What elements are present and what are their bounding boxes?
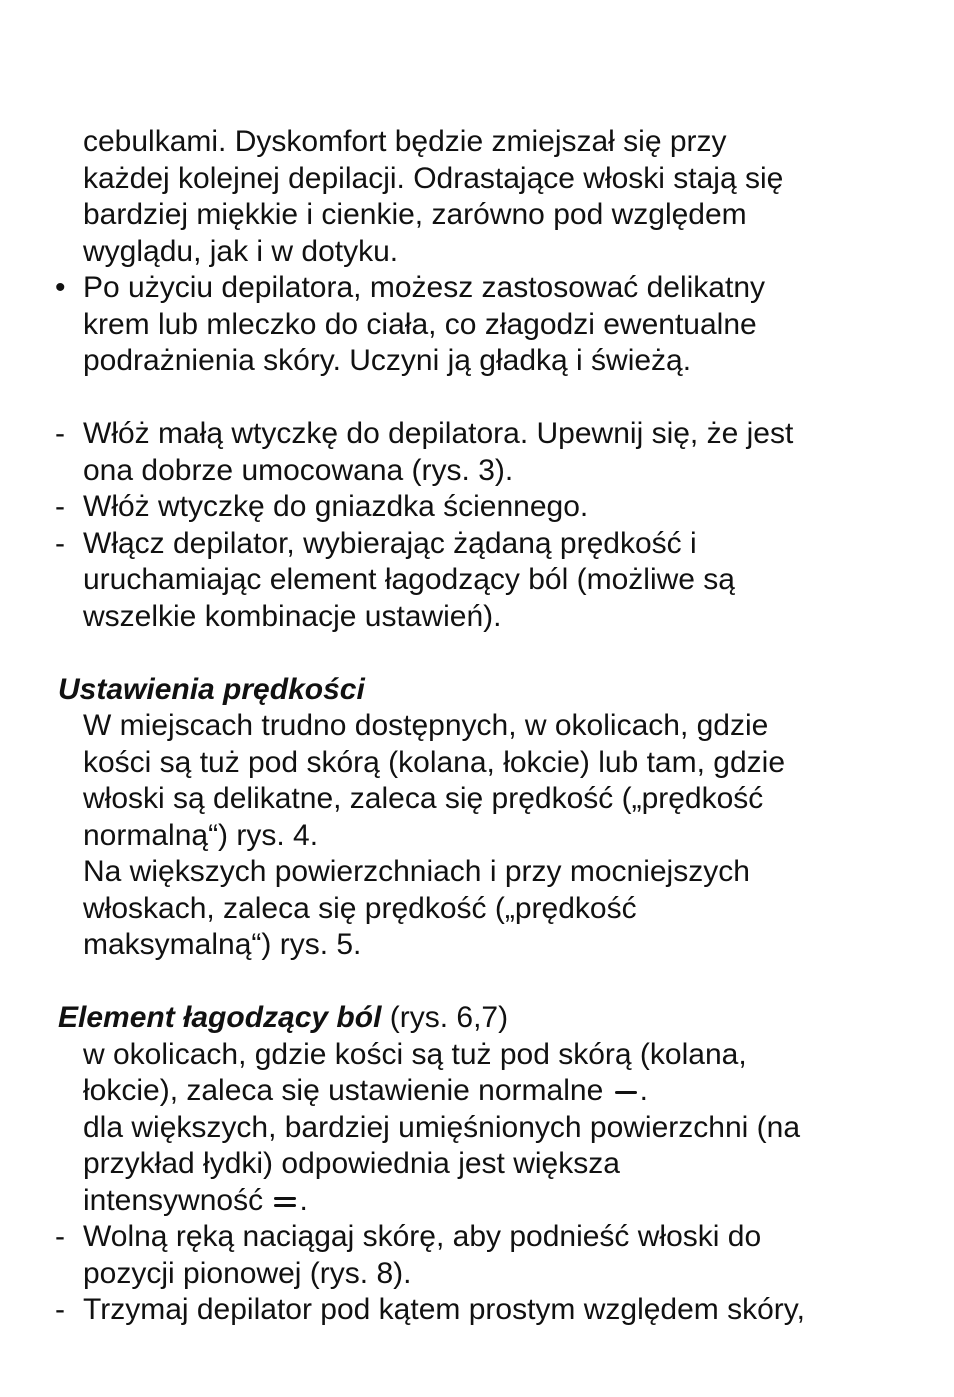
text-line: wszelkie kombinacje ustawień). bbox=[83, 599, 502, 633]
setting-intense-icon bbox=[271, 1192, 299, 1212]
text-line bbox=[0, 1073, 954, 1110]
step-text: Trzymaj depilator pod kątem prostym względem skóry, bbox=[83, 1293, 805, 1326]
text-line bbox=[0, 526, 954, 563]
setting-normal-icon bbox=[612, 1082, 640, 1102]
pain-heading: Element łagodzący ból bbox=[58, 1001, 382, 1034]
section-heading bbox=[0, 1000, 954, 1037]
step-item bbox=[0, 1292, 954, 1329]
manual-page bbox=[0, 124, 954, 1329]
text-segment: . bbox=[299, 1183, 308, 1217]
text-line: krem lub mleczko do ciała, co złagodzi ewentualne bbox=[83, 307, 757, 341]
step-text: Wolną ręką naciągaj skórę, aby podnieść włoski do bbox=[83, 1220, 762, 1253]
speed-heading: Ustawienia prędkości bbox=[58, 672, 365, 706]
text-segment: łokcie), zaleca się ustawienie normalne bbox=[83, 1074, 612, 1107]
paragraph-gap bbox=[0, 380, 954, 417]
dash-marker: - bbox=[55, 526, 65, 560]
text-line: kości są tuż pod skórą (kolana, łokcie) lub tam, gdzie bbox=[83, 745, 785, 779]
text-line: w okolicach, gdzie kości są tuż pod skórą (kolana, bbox=[83, 1037, 747, 1071]
text-line bbox=[0, 1183, 954, 1220]
intro-paragraph bbox=[0, 124, 954, 270]
step-item bbox=[0, 1219, 954, 1292]
text-line: podrażnienia skóry. Uczyni ją gładką i świeżą. bbox=[83, 344, 692, 377]
text-line: normalną“) rys. 4. bbox=[83, 818, 319, 852]
pain-section bbox=[0, 1000, 954, 1219]
steps-list bbox=[0, 1219, 954, 1329]
step-item bbox=[0, 489, 954, 526]
text-line: maksymalną“) rys. 5. bbox=[83, 928, 362, 961]
text-line bbox=[0, 416, 954, 453]
bullet-marker: • bbox=[55, 271, 66, 304]
paragraph-gap bbox=[0, 635, 954, 672]
step-item bbox=[0, 416, 954, 489]
text-line: dla większych, bardziej umięśnionych powierzchni (na bbox=[83, 1110, 800, 1144]
bullet-item bbox=[0, 270, 954, 380]
text-line: ona dobrze umocowana (rys. 3). bbox=[83, 453, 514, 487]
pain-heading-suffix: (rys. 6,7) bbox=[381, 1001, 509, 1034]
text-line: włoskach, zaleca się prędkość („prędkość bbox=[83, 891, 637, 925]
text-segment: intensywność bbox=[83, 1183, 272, 1217]
dash-marker: - bbox=[55, 1220, 65, 1253]
speed-section bbox=[0, 672, 954, 964]
text-line: włoski są delikatne, zaleca się prędkość („prędkość bbox=[83, 782, 764, 815]
text-line: każdej kolejnej depilacji. Odrastające włoski stają się bbox=[83, 161, 784, 195]
text-line: cebulkami. Dyskomfort będzie zmiejszał się przy bbox=[83, 125, 727, 158]
text-line: bardziej miękkie i cienkie, zarówno pod względem bbox=[83, 198, 747, 231]
text-line: przykład łydki) odpowiednia jest większa bbox=[83, 1147, 620, 1180]
bullet-text: Po użyciu depilatora, możesz zastosować delikatny bbox=[83, 271, 766, 304]
text-line: uruchamiając element łagodzący ból (możliwe są bbox=[83, 563, 735, 596]
step-text: Włóż wtyczkę do gniazdka ściennego. bbox=[83, 490, 589, 523]
text-line: Na większych powierzchniach i przy mocniejszych bbox=[83, 855, 750, 888]
text-line: wyglądu, jak i w dotyku. bbox=[83, 234, 399, 268]
text-segment: . bbox=[639, 1074, 648, 1107]
section-heading bbox=[0, 672, 954, 709]
step-item bbox=[0, 526, 954, 636]
steps-list bbox=[0, 416, 954, 635]
dash-marker: - bbox=[55, 417, 65, 450]
step-text: Włóż małą wtyczkę do depilatora. Upewnij się, że jest bbox=[83, 417, 794, 450]
text-line bbox=[0, 1292, 954, 1329]
dash-marker: - bbox=[55, 1293, 65, 1326]
step-text: Włącz depilator, wybierając żądaną prędkość i bbox=[83, 526, 697, 560]
paragraph-gap bbox=[0, 964, 954, 1001]
text-line: pozycji pionowej (rys. 8). bbox=[83, 1256, 412, 1290]
text-line bbox=[0, 270, 954, 307]
text-line bbox=[0, 1219, 954, 1256]
text-line: W miejscach trudno dostępnych, w okolicach, gdzie bbox=[83, 709, 769, 742]
dash-marker: - bbox=[55, 490, 65, 523]
text-line bbox=[0, 489, 954, 526]
